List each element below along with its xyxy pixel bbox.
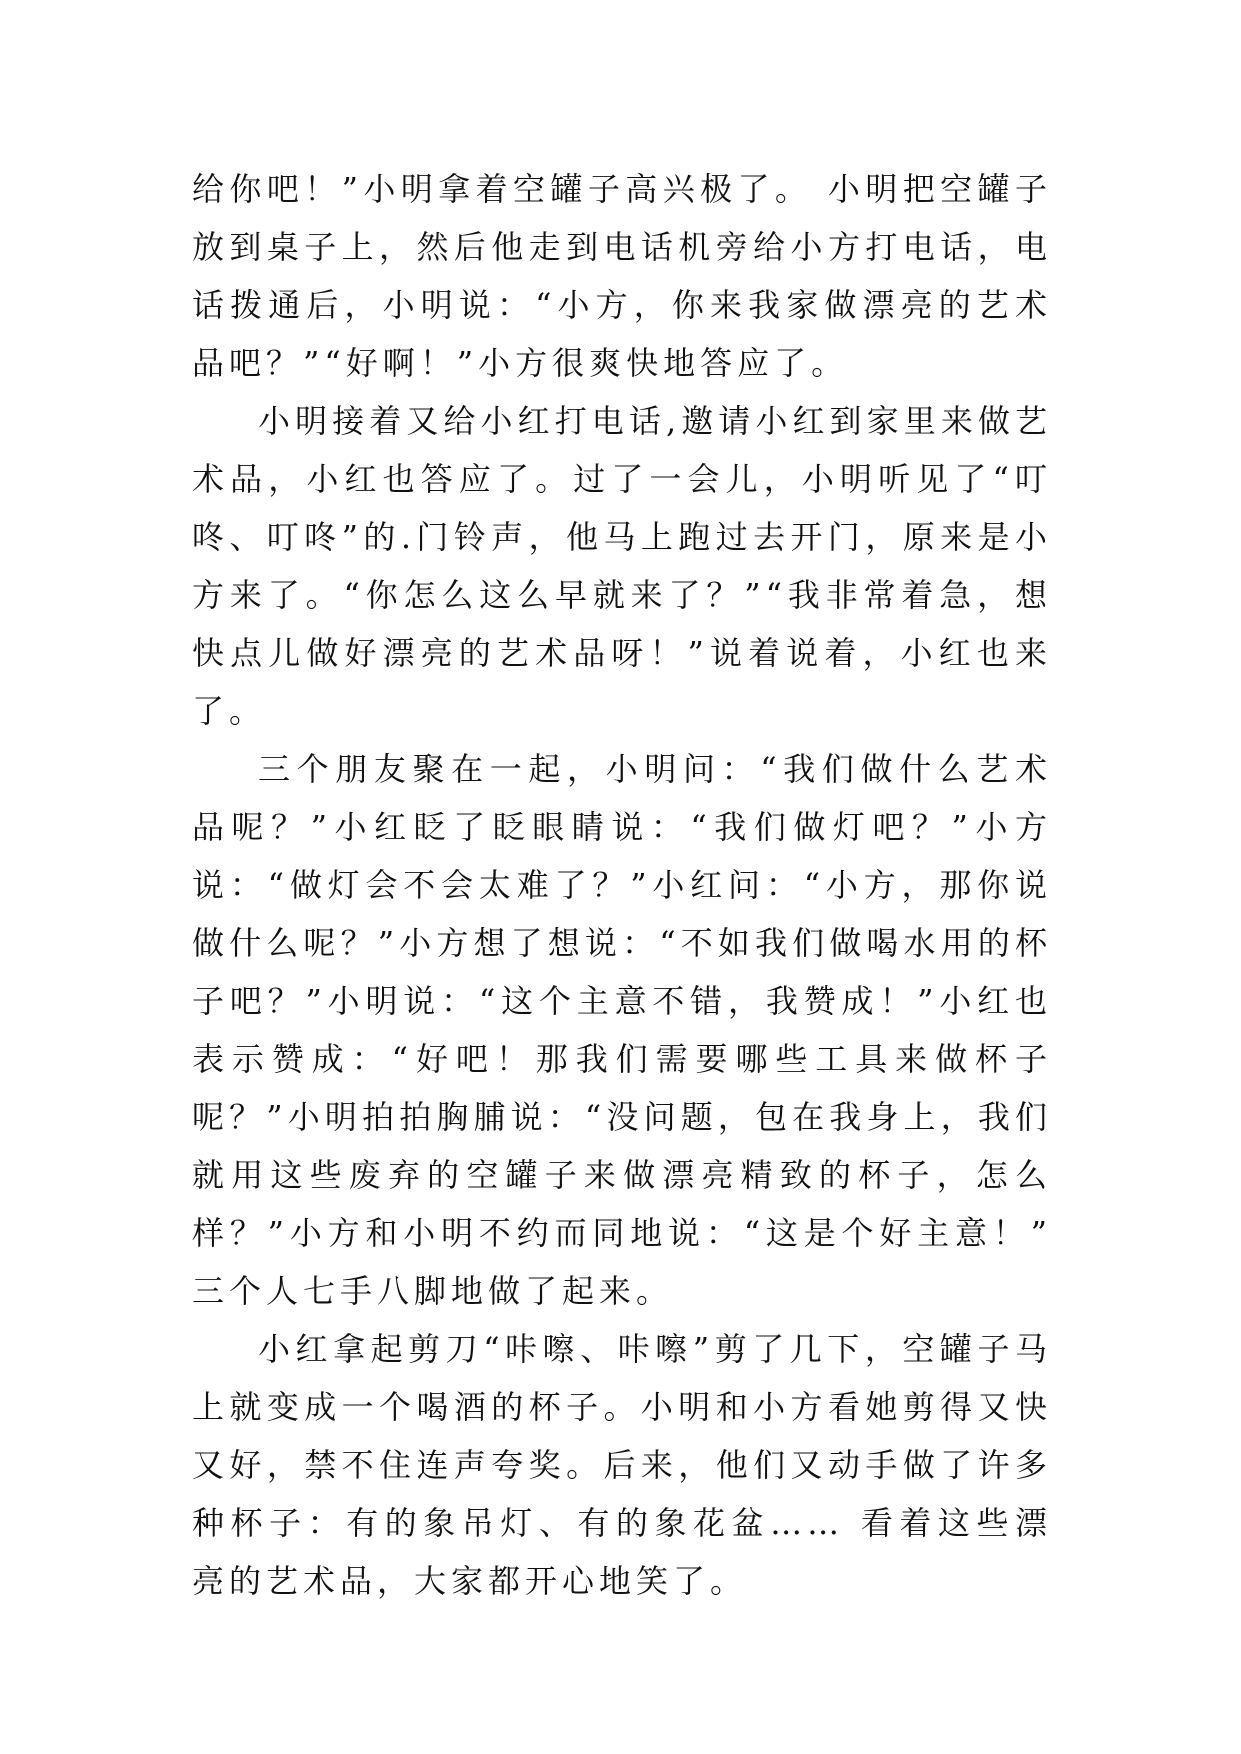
story-text bbox=[192, 160, 1052, 1610]
paragraph-4: 小红拿起剪刀“咔嚓、咔嚓”剪了几下，空罐子马上就变成一个喝酒的杯子。小明和小方看她剪得又快又好，禁不住连声夸奖。后来，他们又动手做了许多种杯子：有的象吊灯、有的象花盆…… 看着这些漂亮的艺术品，大家都开心地笑了。 bbox=[192, 1330, 1052, 1600]
paragraph-2: 小明接着又给小红打电话,邀请小红到家里来做艺术品，小红也答应了。过了一会儿，小明听见了“叮咚、叮咚”的.门铃声，他马上跑过去开门，原来是小方来了。“你怎么这么早就来了？”“我非常着急，想快点儿做好漂亮的艺术品呀！”说着说着，小红也来了。 bbox=[192, 402, 1052, 730]
paragraph-3: 三个朋友聚在一起，小明问：“我们做什么艺术品呢？”小红眨了眨眼睛说：“我们做灯吧？”小方说：“做灯会不会太难了？”小红问：“小方，那你说做什么呢？”小方想了想说：“不如我们做喝水用的杯子吧？”小明说：“这个主意不错，我赞成！”小红也表示赞成：“好吧！那我们需要哪些工具来做杯子呢？”小明拍拍胸脯说：“没问题，包在我身上，我们就用这些废弃的空罐子来做漂亮精致的杯子，怎么样？”小方和小明不约而同地说：“这是个好主意！” 三个人七手八脚地做了起来。 bbox=[192, 750, 1052, 1310]
paragraph-1: 给你吧！”小明拿着空罐子高兴极了。 小明把空罐子放到桌子上，然后他走到电话机旁给小方打电话，电话拨通后，小明说：“小方，你来我家做漂亮的艺术品吧？”“好啊！”小方很爽快地答应了。 bbox=[192, 170, 1052, 382]
